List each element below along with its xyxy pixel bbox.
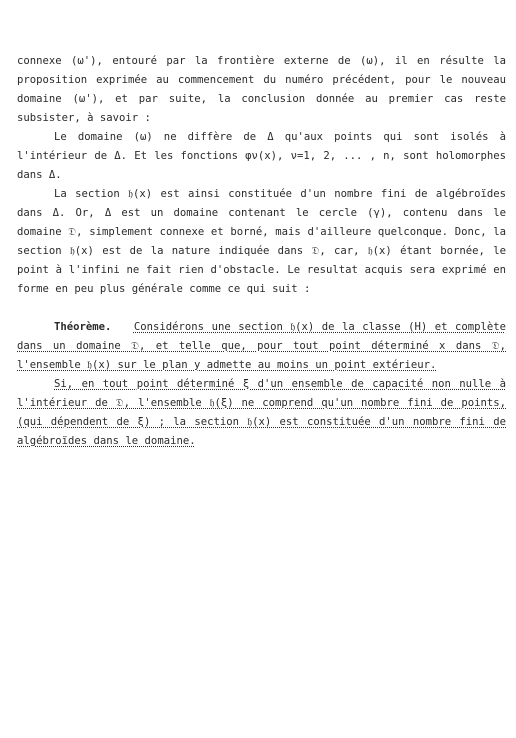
theorem-conclusion-paragraph xyxy=(17,375,506,451)
theorem-conclusion: Si, en tout point déterminé ξ d'un ensemble de capacité non nulle à l'intérieur de 𝔇, l'ensemble 𝔥(ξ) ne comprend qu'un nombre fini de points, (qui dépendent de ξ) ; la section 𝔥(x) est constituée d'un nombre fini de algébroïdes dans le domaine. xyxy=(17,378,506,447)
paragraph-domain-difference: Le domaine (ω) ne diffère de Δ qu'aux points qui sont isolés à l'intérieur de Δ. Et les fonctions φν(x), ν=1, 2, ... , n, sont holomorphes dans Δ. xyxy=(17,131,506,181)
paragraph-section-constitution: La section 𝔥(x) est ainsi constituée d'un nombre fini de algébroïdes dans Δ. Or, Δ est un domaine contenant le cercle (γ), contenu dans le domaine 𝔇, simplement connexe et borné, mais d'ailleure quelconque. Donc, la section 𝔥(x) est de la nature indiquée dans 𝔇, car, 𝔥(x) étant bornée, le point à l'infini ne fait rien d'obstacle. Le resultat acquis sera exprimé en forme en peu plus générale comme ce qui suit : xyxy=(17,188,506,295)
theorem-title: Théorème. xyxy=(54,321,112,333)
theorem-hypothesis: Considérons une section 𝔥(x) de la classe (H) et complète dans un domaine 𝔇, et telle que, pour tout point déterminé x dans 𝔇, l'ensemble 𝔥(x) sur le plan y admette au moins un point extérieur. xyxy=(17,321,506,371)
spacer xyxy=(17,299,506,318)
theorem-statement xyxy=(17,318,506,375)
paragraph-continuation: connexe (ω'), entouré par la frontière externe de (ω), il en résulte la proposition exprimée au commencement du numéro précédent, pour le nouveau domaine (ω'), et par suite, la conclusion donnée au premier cas reste subsister, à savoir : xyxy=(17,55,506,124)
page-content xyxy=(17,52,506,451)
